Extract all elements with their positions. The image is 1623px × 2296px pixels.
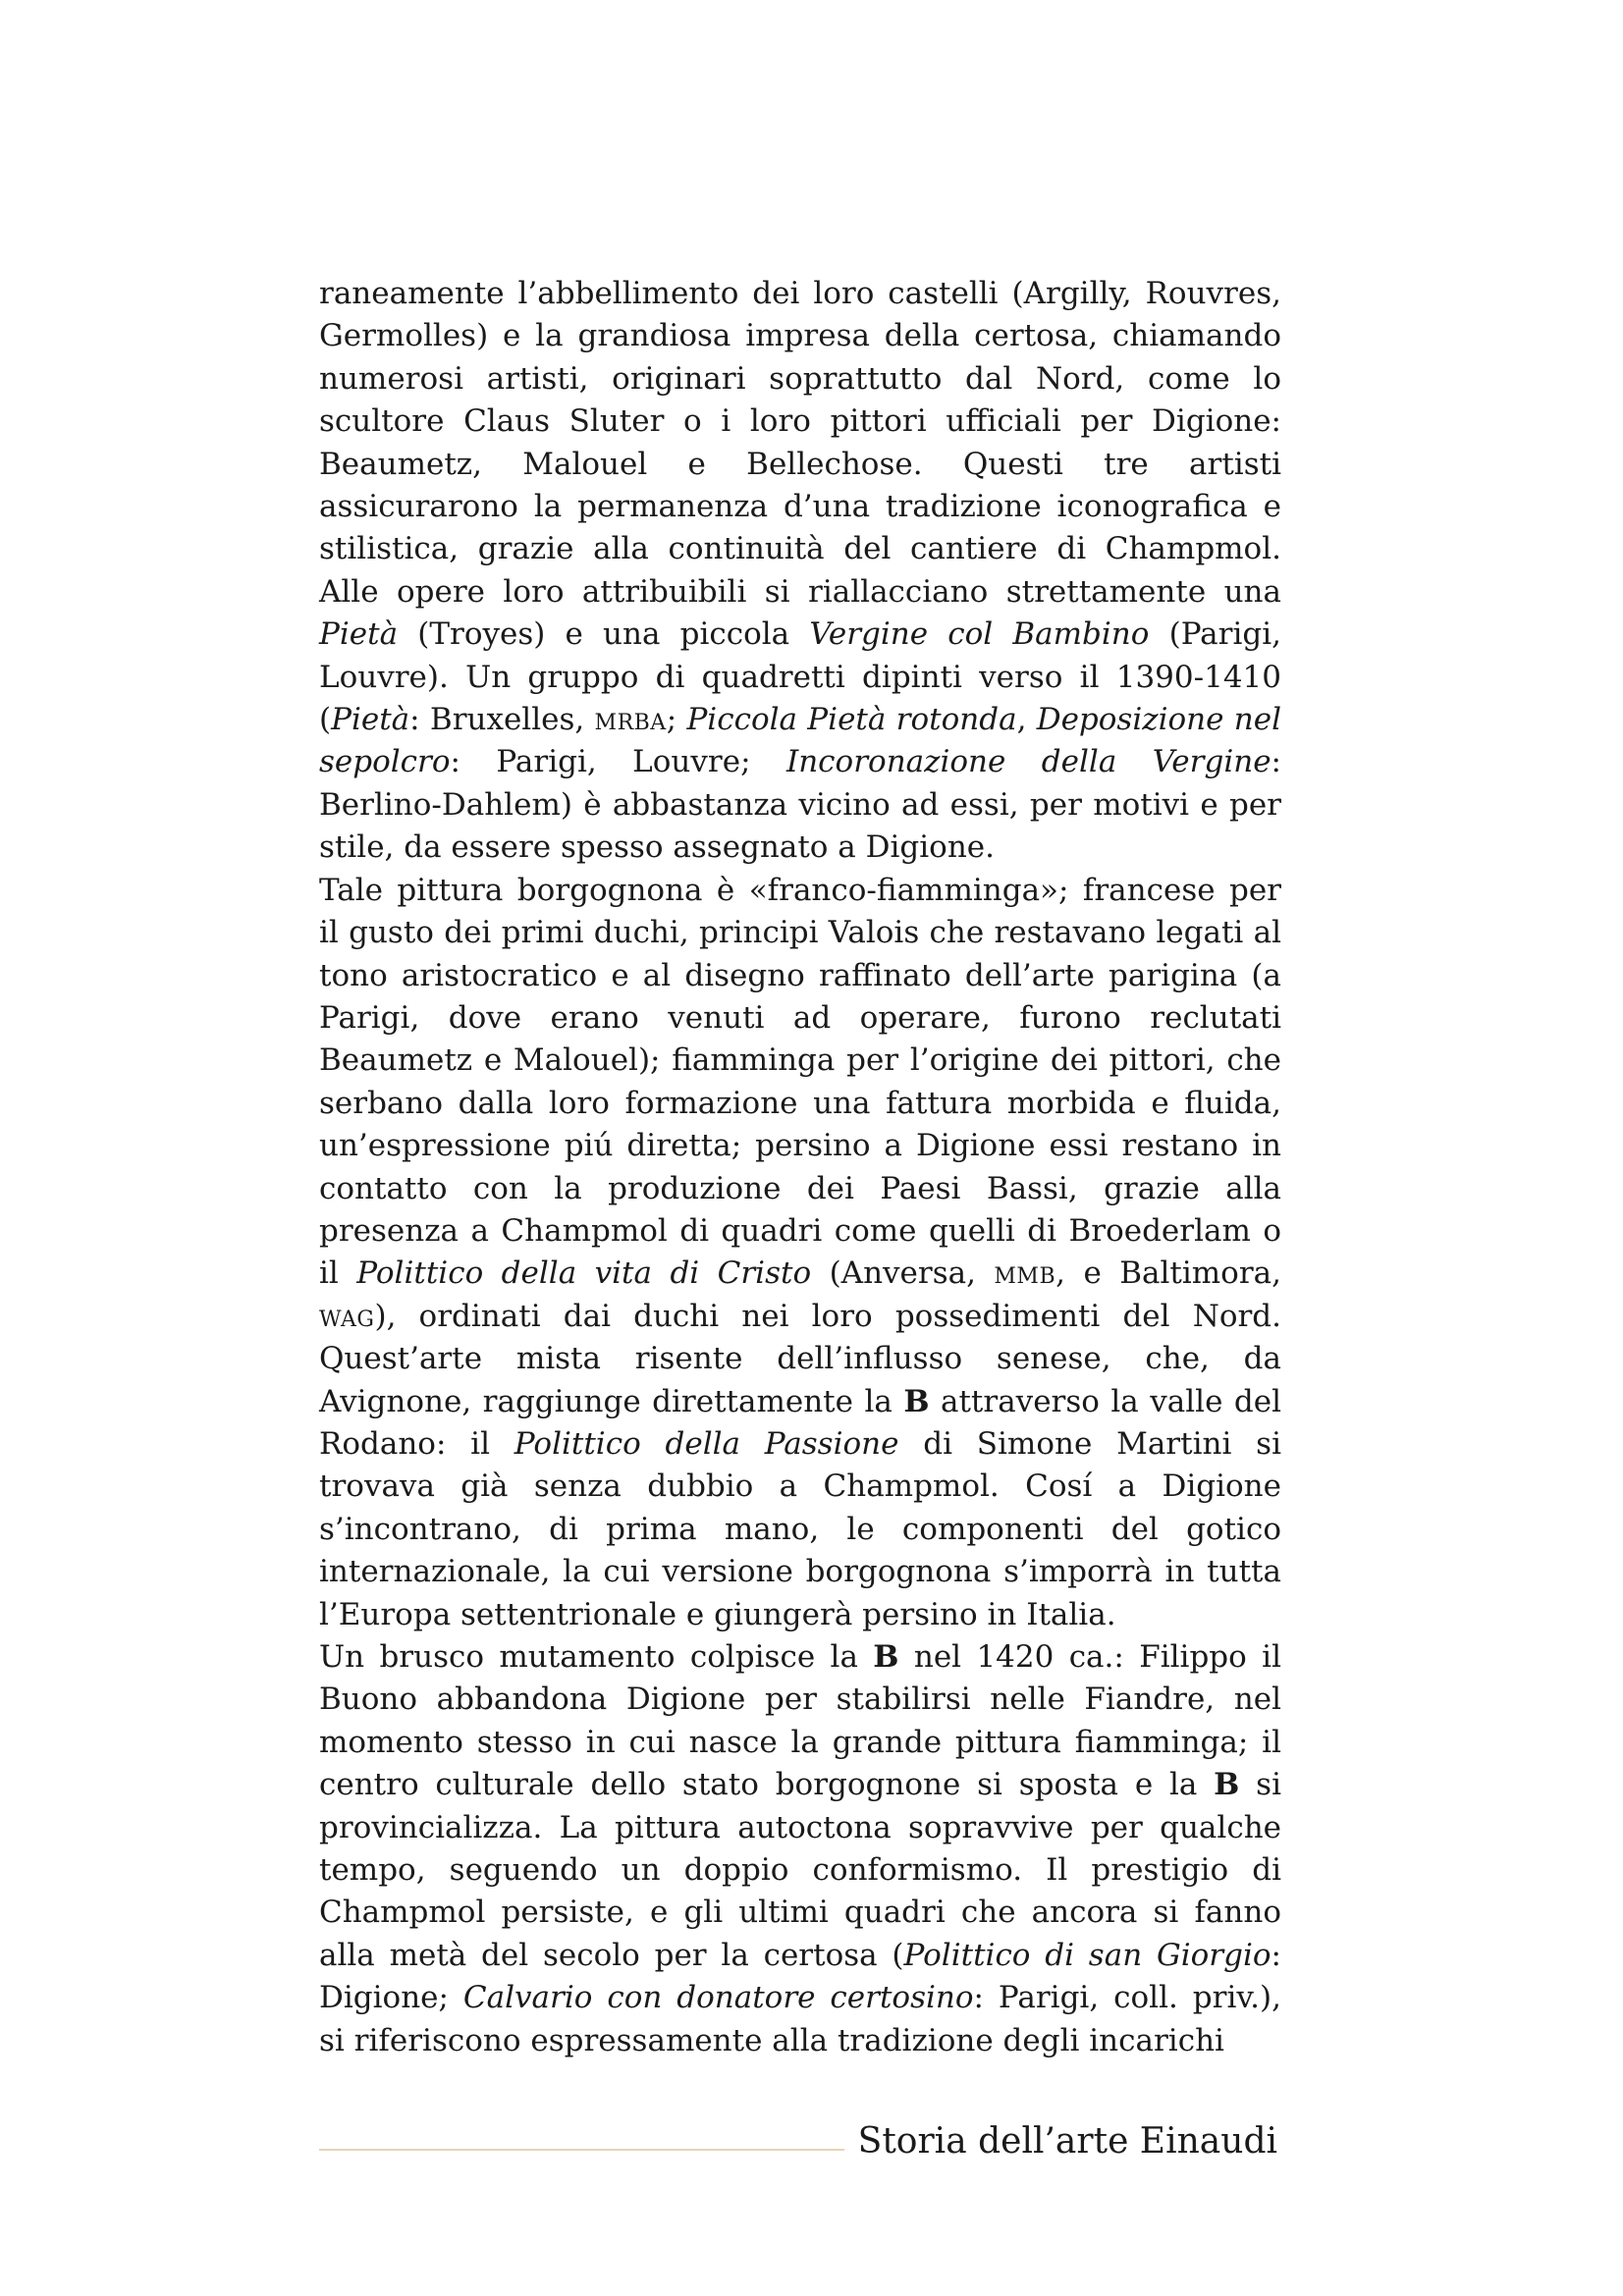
text-run: : Parigi, Louvre; <box>450 744 786 780</box>
text-run: : Bruxelles, <box>409 702 595 738</box>
text-run: ), ordinati dai duchi nei loro possedimenti del Nord. Quest’arte mista risente dell’influsso senese, che, da Avignone, raggiunge direttamente la <box>319 1298 1281 1419</box>
museum-abbrev: mrba <box>594 702 667 738</box>
text-run: nel 1420 ca.: Filippo il Buono abbandona Digione per stabilirsi nelle Fiandre, nel momento stesso in cui nasce la grande pittura fiamminga; il centro culturale dello stato borgognone si sposta e la <box>319 1639 1281 1803</box>
text-run: (Parigi, Louvre). Un gruppo di quadretti dipinti verso il 1390-1410 ( <box>319 616 1281 738</box>
paragraph <box>319 273 1281 870</box>
text-run: raneamente l’abbellimento dei loro castelli (Argilly, Rouvres, Germolles) e la grandiosa impresa della certosa, chiamando numerosi artisti, originari soprattutto dal Nord, come lo scultore Claus Sluter o i loro pittori ufficiali per Digione: Beaumetz, Malouel e Bellechose. Questi tre artisti assicurarono la permanenza d’una tradizione iconografica e stilistica, grazie alla continuità del cantiere di Champmol. Alle opere loro attribuibili si riallacciano strettamente una <box>319 276 1281 610</box>
body-text <box>319 273 1281 2062</box>
text-run: : Parigi, coll. priv.), si riferiscono espressamente alla tradizione degli incarichi <box>319 1980 1281 2058</box>
text-run: : Digione; <box>319 1937 1281 2016</box>
text-run: , e Baltimora, <box>1055 1255 1281 1292</box>
museum-abbrev: mmb <box>994 1255 1056 1292</box>
footer-rule <box>319 2149 844 2151</box>
text-run: : Berlino-Dahlem) è abbastanza vicino ad essi, per motivi e per stile, da essere spesso assegnato a Digione. <box>319 744 1281 866</box>
text-run: si provincializza. La pittura autoctona sopravvive per qualche tempo, seguendo un doppio conformismo. Il prestigio di Champmol persiste, e gli ultimi quadri che ancora si fanno alla metà del secolo per la certosa ( <box>319 1767 1282 1973</box>
text-run: (Anversa, <box>811 1255 995 1292</box>
italic-title: Piccola Pietà rotonda <box>686 702 1017 738</box>
text-run: Tale pittura borgognona è «franco-fiamminga»; francese per il gusto dei primi duchi, principi Valois che restavano legati al tono aristocratico e al disegno raffinato dell’arte parigina (a Parigi, dove erano venuti ad operare, furono reclutati Beaumetz e Malouel); fiamminga per l’origine dei pittori, che serbano dalla loro formazione una fattura morbida e fluida, un’espressione piú diretta; persino a Digione essi restano in contatto con la produzione dei Paesi Bassi, grazie alla presenza a Champmol di quadri come quelli di Broederlam o il <box>319 872 1281 1292</box>
italic-title: Polittico della vita di Cristo <box>356 1255 812 1292</box>
italic-title: Deposizione nel sepolcro <box>319 702 1281 780</box>
bold-abbrev: B <box>873 1639 899 1675</box>
text-run: di Simone Martini si trovava già senza dubbio a Champmol. Cosí a Digione s’incontrano, di prima mano, le componenti del gotico internazionale, la cui versione borgognona s’imporrà in tutta l’Europa settentrionale e giungerà persino in Italia. <box>319 1425 1281 1632</box>
bold-abbrev: B <box>903 1383 930 1419</box>
text-run: ; <box>666 702 687 738</box>
italic-title: Incoronazione della Vergine <box>785 744 1271 780</box>
text-run: Un brusco mutamento colpisce la <box>319 1639 874 1675</box>
paragraph <box>319 870 1281 1636</box>
italic-title: Pietà <box>331 702 410 738</box>
text-run: attraverso la valle del Rodano: il <box>319 1383 1281 1462</box>
text-run: , <box>1016 702 1037 738</box>
italic-title: Polittico della Passione <box>514 1425 899 1462</box>
italic-title: Pietà <box>319 616 399 653</box>
paragraph <box>319 1636 1281 2062</box>
italic-title: Calvario con donatore certosino <box>462 1980 974 2016</box>
bold-abbrev: B <box>1214 1767 1240 1803</box>
italic-title: Polittico di san Giorgio <box>903 1937 1271 1973</box>
text-run: (Troyes) e una piccola <box>398 616 810 653</box>
italic-title: Vergine col Bambino <box>809 616 1150 653</box>
footer-title: Storia dell’arte Einaudi <box>857 2121 1277 2162</box>
museum-abbrev: wag <box>319 1298 375 1334</box>
